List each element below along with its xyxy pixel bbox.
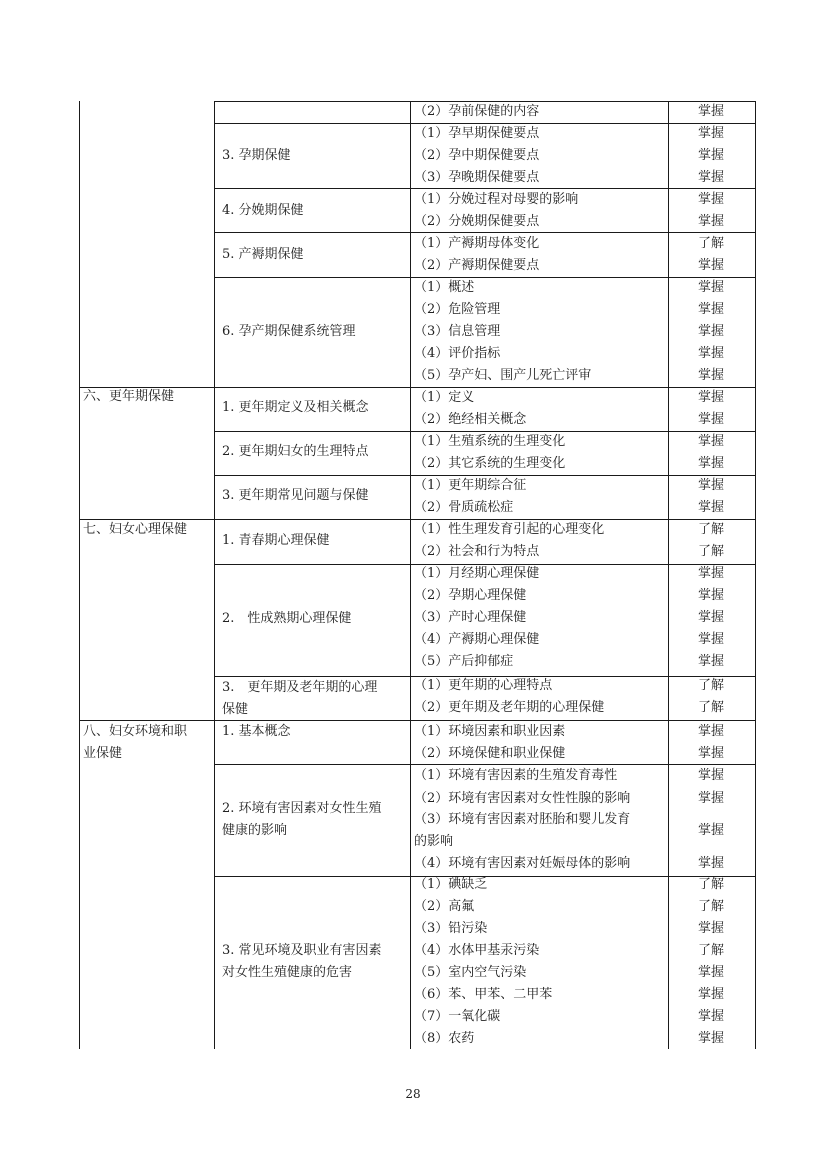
cell-requirement: 掌握 xyxy=(697,192,724,207)
cell-requirement: 掌握 xyxy=(697,104,724,119)
table-h-rule xyxy=(79,387,756,388)
cell-topic: （2）孕中期保健要点 xyxy=(414,148,540,163)
cell-requirement: 掌握 xyxy=(697,346,724,361)
table-v-rule xyxy=(79,101,80,1049)
table-h-rule xyxy=(214,123,756,124)
cell-topic: （4）评价指标 xyxy=(414,346,501,361)
cell-unit: 3. 常见环境及职业有害因素 xyxy=(222,943,382,958)
cell-unit: 3. 更年期常见问题与保健 xyxy=(222,488,369,503)
cell-requirement: 了解 xyxy=(697,236,724,251)
cell-requirement: 掌握 xyxy=(697,746,724,761)
cell-requirement: 掌握 xyxy=(697,324,724,339)
cell-topic: （3）产时心理保健 xyxy=(414,610,527,625)
cell-unit: 保健 xyxy=(222,702,249,717)
table-h-rule xyxy=(214,676,756,677)
table-h-rule xyxy=(214,475,756,476)
cell-topic: （2）孕期心理保健 xyxy=(414,588,527,603)
cell-topic: （3）孕晚期保健要点 xyxy=(414,170,540,185)
cell-unit: 3. 孕期保健 xyxy=(222,148,291,163)
cell-requirement: 掌握 xyxy=(697,456,724,471)
cell-topic: （2）更年期及老年期的心理保健 xyxy=(414,700,605,715)
cell-unit: 3. 更年期及老年期的心理 xyxy=(222,680,378,695)
page-number: 28 xyxy=(405,1087,421,1101)
cell-topic: （1）孕早期保健要点 xyxy=(414,126,540,141)
cell-topic: （4）环境有害因素对妊娠母体的影响 xyxy=(414,856,631,871)
cell-requirement: 了解 xyxy=(697,678,724,693)
cell-topic: （1）碘缺乏 xyxy=(414,877,488,892)
cell-requirement: 掌握 xyxy=(697,500,724,515)
table-h-rule xyxy=(214,188,756,189)
cell-requirement: 掌握 xyxy=(697,126,724,141)
cell-unit: 1. 更年期定义及相关概念 xyxy=(222,400,369,415)
cell-topic: （1）环境因素和职业因素 xyxy=(414,724,566,739)
cell-unit: 1. 青春期心理保健 xyxy=(222,533,330,548)
cell-topic: （1）更年期的心理特点 xyxy=(414,678,553,693)
cell-unit: 2. 更年期妇女的生理特点 xyxy=(222,444,369,459)
cell-topic: （3）环境有害因素对胚胎和婴儿发育 xyxy=(414,812,631,827)
cell-topic: （2）环境有害因素对女性性腺的影响 xyxy=(414,791,631,806)
cell-topic: （5）孕产妇、围产儿死亡评审 xyxy=(414,368,592,383)
cell-topic: （2）高氟 xyxy=(414,899,475,914)
cell-unit: 1. 基本概念 xyxy=(222,724,291,739)
cell-requirement: 掌握 xyxy=(697,654,724,669)
cell-module: 八、妇女环境和职 xyxy=(83,724,188,739)
cell-requirement: 掌握 xyxy=(697,1009,724,1024)
table-h-rule xyxy=(214,764,756,765)
cell-requirement: 掌握 xyxy=(697,302,724,317)
cell-topic: （1）定义 xyxy=(414,390,475,405)
cell-requirement: 掌握 xyxy=(697,1031,724,1046)
cell-topic: （2）孕前保健的内容 xyxy=(414,104,540,119)
cell-requirement: 了解 xyxy=(697,943,724,958)
cell-topic: （1）性生理发育引起的心理变化 xyxy=(414,522,605,537)
table-h-rule xyxy=(214,431,756,432)
cell-unit: 2. 环境有害因素对女性生殖 xyxy=(222,801,382,816)
cell-requirement: 掌握 xyxy=(697,856,724,871)
cell-requirement: 掌握 xyxy=(697,148,724,163)
cell-topic: （5）产后抑郁症 xyxy=(414,654,514,669)
cell-topic: （2）绝经相关概念 xyxy=(414,412,527,427)
cell-requirement: 掌握 xyxy=(697,566,724,581)
cell-topic: （2）其它系统的生理变化 xyxy=(414,456,566,471)
table-h-rule xyxy=(214,101,756,102)
cell-topic: （2）危险管理 xyxy=(414,302,501,317)
cell-module: 七、妇女心理保健 xyxy=(83,522,188,537)
cell-module: 业保健 xyxy=(83,746,123,761)
cell-requirement: 掌握 xyxy=(697,724,724,739)
cell-requirement: 掌握 xyxy=(697,368,724,383)
cell-requirement: 掌握 xyxy=(697,214,724,229)
cell-unit: 5. 产褥期保健 xyxy=(222,247,304,262)
cell-requirement: 掌握 xyxy=(697,478,724,493)
table-h-rule xyxy=(214,564,756,565)
cell-module: 六、更年期保健 xyxy=(83,389,175,404)
table-v-rule xyxy=(410,101,411,1049)
table-v-rule xyxy=(755,101,756,1049)
cell-requirement: 了解 xyxy=(697,522,724,537)
cell-requirement: 掌握 xyxy=(697,987,724,1002)
cell-requirement: 掌握 xyxy=(697,965,724,980)
cell-unit: 健康的影响 xyxy=(222,823,288,838)
cell-topic: （7）一氧化碳 xyxy=(414,1009,501,1024)
cell-requirement: 掌握 xyxy=(697,610,724,625)
table-h-rule xyxy=(214,277,756,278)
cell-topic: （1）月经期心理保健 xyxy=(414,566,540,581)
cell-topic: （1）概述 xyxy=(414,280,475,295)
cell-requirement: 了解 xyxy=(697,544,724,559)
cell-requirement: 掌握 xyxy=(697,921,724,936)
cell-topic: （6）苯、甲苯、二甲苯 xyxy=(414,987,553,1002)
cell-topic: （2）社会和行为特点 xyxy=(414,544,540,559)
cell-topic: （2）骨质疏松症 xyxy=(414,500,514,515)
cell-topic: （3）铅污染 xyxy=(414,921,488,936)
cell-requirement: 掌握 xyxy=(697,258,724,273)
cell-requirement: 掌握 xyxy=(697,588,724,603)
table-h-rule xyxy=(214,232,756,233)
cell-unit: 4. 分娩期保健 xyxy=(222,203,304,218)
cell-unit: 对女性生殖健康的危害 xyxy=(222,965,353,980)
table-v-rule xyxy=(668,101,669,1049)
cell-topic: （1）分娩过程对母婴的影响 xyxy=(414,192,579,207)
cell-topic: （1）环境有害因素的生殖发育毒性 xyxy=(414,768,618,783)
cell-topic: （2）产褥期保健要点 xyxy=(414,258,540,273)
table-h-rule xyxy=(79,720,756,721)
cell-requirement: 掌握 xyxy=(697,412,724,427)
cell-requirement: 了解 xyxy=(697,700,724,715)
cell-topic: （1）生殖系统的生理变化 xyxy=(414,434,566,449)
cell-requirement: 掌握 xyxy=(697,390,724,405)
cell-topic: （2）环境保健和职业保健 xyxy=(414,746,566,761)
table-h-rule xyxy=(79,519,756,520)
cell-requirement: 了解 xyxy=(697,899,724,914)
cell-topic: （2）分娩期保健要点 xyxy=(414,214,540,229)
cell-topic: （3）信息管理 xyxy=(414,324,501,339)
cell-topic: （1）产褥期母体变化 xyxy=(414,236,540,251)
cell-requirement: 掌握 xyxy=(697,823,724,838)
table-v-rule xyxy=(214,101,215,1049)
cell-topic: （5）室内空气污染 xyxy=(414,965,527,980)
cell-topic: （1）更年期综合征 xyxy=(414,478,527,493)
cell-requirement: 掌握 xyxy=(697,791,724,806)
cell-unit: 6. 孕产期保健系统管理 xyxy=(222,324,356,339)
cell-requirement: 掌握 xyxy=(697,768,724,783)
cell-requirement: 掌握 xyxy=(697,434,724,449)
cell-topic: （4）水体甲基汞污染 xyxy=(414,943,540,958)
cell-requirement: 了解 xyxy=(697,877,724,892)
cell-requirement: 掌握 xyxy=(697,170,724,185)
cell-topic: （8）农药 xyxy=(414,1031,475,1046)
cell-requirement: 掌握 xyxy=(697,632,724,647)
cell-requirement: 掌握 xyxy=(697,280,724,295)
cell-topic: 的影响 xyxy=(414,834,454,849)
cell-topic: （4）产褥期心理保健 xyxy=(414,632,540,647)
cell-unit: 2. 性成熟期心理保健 xyxy=(222,611,352,626)
